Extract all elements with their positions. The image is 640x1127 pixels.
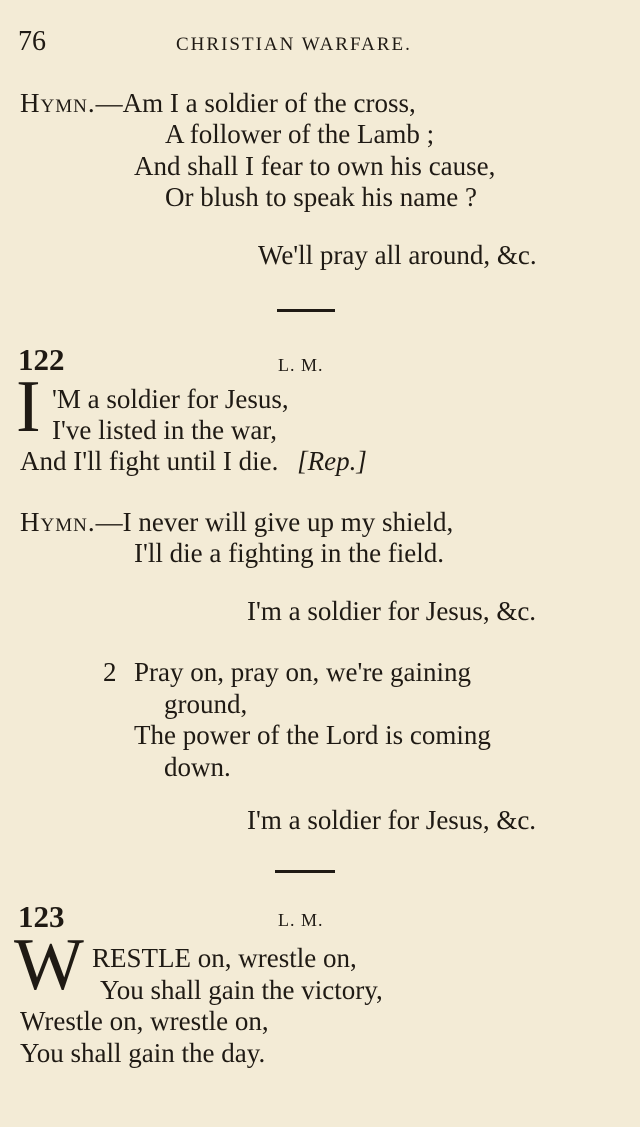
hymn-label: Hymn. (20, 88, 96, 118)
hymn-text: —I never will give up my shield, (95, 507, 454, 537)
hymn-line (20, 446, 367, 477)
hymn-number: 123 (18, 899, 65, 934)
hymn-line: You shall gain the victory, (100, 975, 383, 1005)
hymn-line: ground, (164, 689, 248, 719)
hymn-line: Or blush to speak his name ? (165, 182, 477, 212)
drop-cap: W (14, 924, 84, 1006)
hymn-text: And I'll fight until I die. (20, 446, 279, 476)
section-divider (275, 870, 335, 873)
hymn-line: Wrestle on, wrestle on, (20, 1006, 269, 1036)
hymn-number: 122 (18, 342, 65, 377)
hymn-line: 'M a soldier for Jesus, (52, 384, 289, 414)
hymn-line: A follower of the Lamb ; (165, 119, 435, 149)
drop-cap: I (16, 366, 41, 448)
section-divider (277, 309, 335, 312)
hymn-line: I've listed in the war, (52, 415, 277, 445)
hymn-meter: L. M. (278, 355, 324, 375)
hymn-meter: L. M. (278, 910, 324, 930)
hymn-text: —Am I a soldier of the cross, (95, 88, 416, 118)
hymn-label: Hymn. (20, 507, 96, 537)
refrain-line: I'm a soldier for Jesus, &c. (247, 805, 537, 835)
hymn-line: And shall I fear to own his cause, (134, 151, 496, 181)
hymn-line (20, 88, 416, 119)
hymn-line (20, 507, 453, 538)
hymn-line: I'll die a fighting in the field. (134, 538, 445, 568)
page-number: 76 (18, 26, 46, 57)
refrain-line: We'll pray all around, &c. (258, 240, 537, 270)
hymn-line: RESTLE on, wrestle on, (92, 943, 357, 973)
running-title: CHRISTIAN WARFARE. (176, 34, 412, 55)
hymn-line: The power of the Lord is coming (134, 720, 491, 750)
refrain-line: I'm a soldier for Jesus, &c. (247, 596, 537, 626)
repeat-mark: [Rep.] (297, 446, 367, 476)
hymn-line: You shall gain the day. (20, 1038, 266, 1068)
hymn-line: down. (164, 752, 231, 782)
hymn-line: Pray on, pray on, we're gaining (134, 657, 472, 687)
verse-number: 2 (103, 657, 117, 687)
